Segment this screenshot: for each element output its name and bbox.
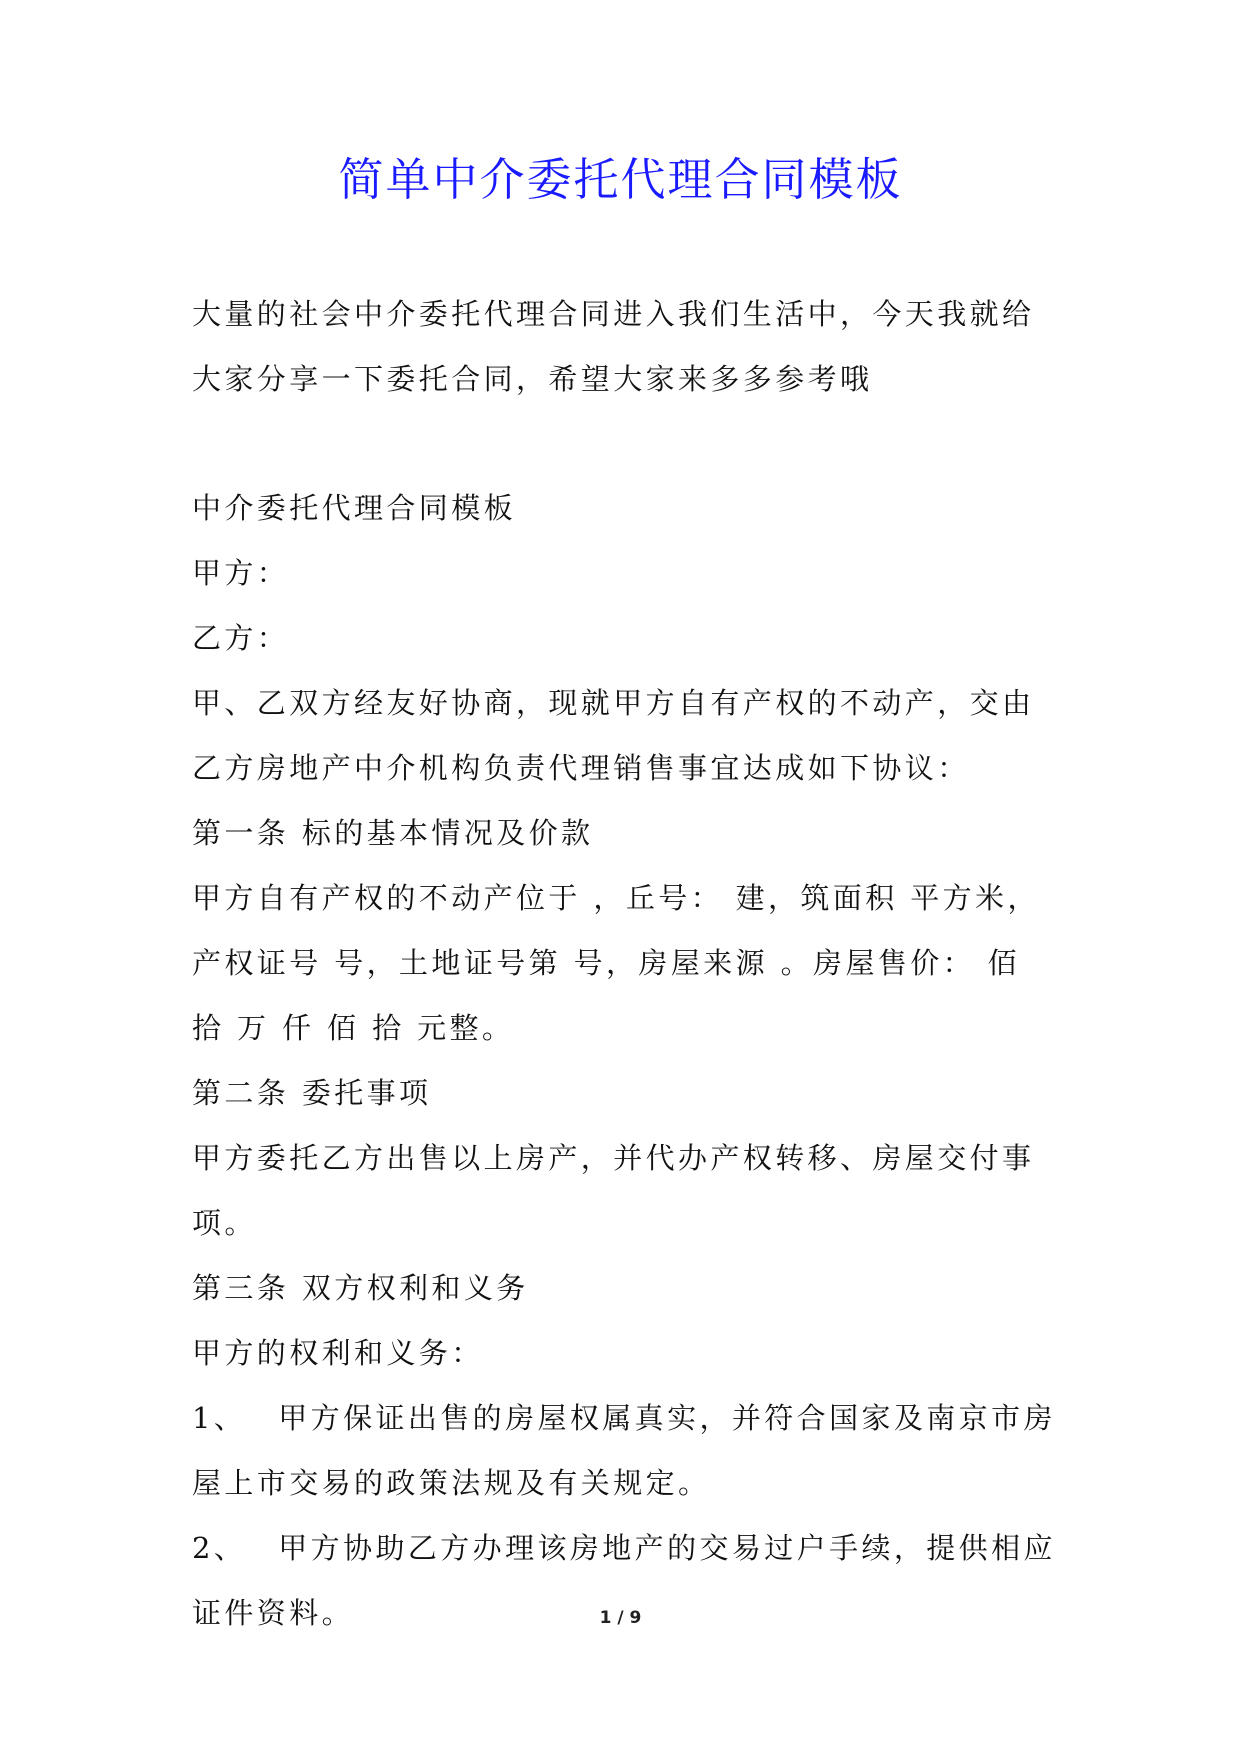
list-item-text: 甲方协助乙方办理该房地产的交易过户手续，提供相应证件资料。 (192, 1531, 1056, 1630)
party-b-line: 乙方： (192, 621, 290, 655)
list-item (192, 1386, 1062, 1516)
subtitle: 中介委托代理合同模板 (192, 491, 517, 525)
article1-heading: 第一条 标的基本情况及价款 (192, 816, 594, 850)
document-title: 简单中介委托代理合同模板 (338, 153, 903, 206)
party-a-rights-heading: 甲方的权利和义务： (192, 1336, 484, 1370)
document-body (192, 282, 1062, 1646)
article1-body: 甲方自有产权的不动产位于 ，丘号： 建，筑面积 平方米，产权证号 号，土地证号第 号，房屋来源 。房屋售价： 佰 拾 万 仟 佰 拾 元整。 (192, 881, 1040, 1045)
page-number: 1 / 9 (599, 1608, 642, 1628)
list-item-text: 甲方保证出售的房屋权属真实，并符合国家及南京市房屋上市交易的政策法规及有关规定。 (192, 1401, 1056, 1500)
preamble-paragraph: 甲、乙双方经友好协商，现就甲方自有产权的不动产，交由乙方房地产中介机构负责代理销售事宜达成如下协议： (192, 686, 1035, 785)
party-a-line: 甲方： (192, 556, 290, 590)
article2-heading: 第二条 委托事项 (192, 1076, 432, 1110)
list-item-number: 1、 (192, 1401, 247, 1435)
intro-paragraph: 大量的社会中介委托代理合同进入我们生活中，今天我就给大家分享一下委托合同，希望大家来多多参考哦 (192, 297, 1035, 396)
article2-body: 甲方委托乙方出售以上房产，并代办产权转移、房屋交付事项。 (192, 1141, 1035, 1240)
list-item-number: 2、 (192, 1531, 247, 1565)
article3-heading: 第三条 双方权利和义务 (192, 1271, 529, 1305)
